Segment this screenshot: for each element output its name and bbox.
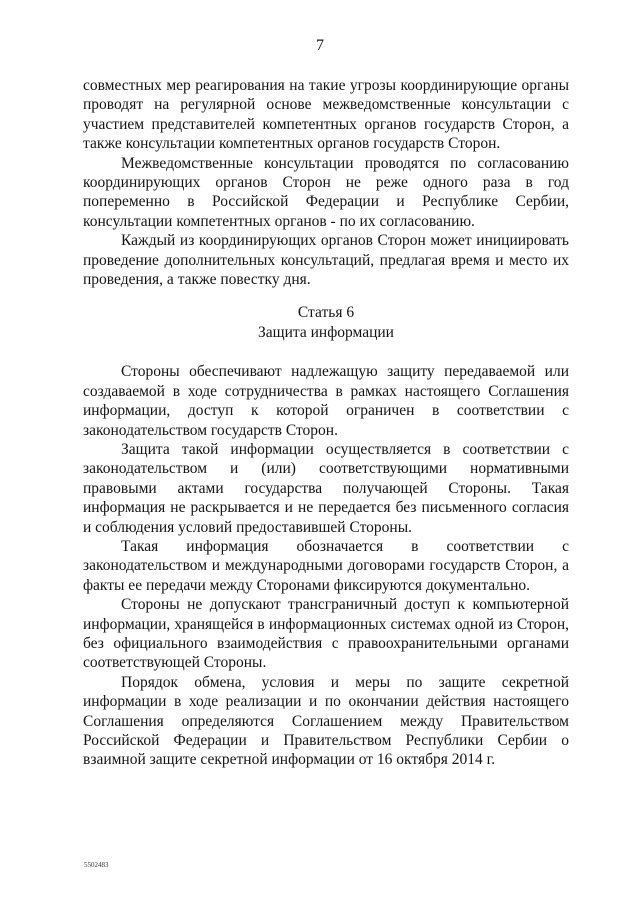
paragraph-continuation: совместных мер реагирования на такие угрозы координирующие органы проводят на регулярной основе межведомственные консультации с участием представителей компетентных органов государств Сторон, а также консультации компетентных органов государств Сторон. [83, 77, 569, 153]
paragraph: Порядок обмена, условия и меры по защите секретной информации в ходе реализации и по окончании действия настоящего Соглашения определяются Соглашением между Правительством Российской Федерации и Правительством Республики Сербии о взаимной защите секретной информации от 16 октября 2014 г. [83, 673, 569, 769]
document-id: 5502483 [84, 861, 109, 869]
page-number: 7 [316, 37, 324, 54]
paragraph: Каждый из координирующих органов Сторон может инициировать проведение дополнительных консультаций, предлагая время и место их проведения, а также повестку дня. [83, 232, 569, 289]
spacer [83, 289, 569, 303]
paragraph: Такая информация обозначается в соответствии с законодательством и международными договорами государств Сторон, а факты ее передачи между Сторонами фиксируются документально. [83, 537, 569, 594]
paragraph: Межведомственные консультации проводятся по согласованию координирующих органов Сторон не реже одного раза в год попеременно в Российской Федерации и Республике Сербии, консультации компетентных органов - по их согласованию. [83, 154, 569, 230]
paragraph: Стороны обеспечивают надлежащую защиту передаваемой или создаваемой в ходе сотрудничества в рамках настоящего Соглашения информации, доступ к которой ограничен в соответствии с законодательством государств Сторон. [83, 363, 569, 439]
article-title: Защита информации [258, 323, 394, 341]
paragraph: Защита такой информации осуществляется в соответствии с законодательством и (или) соответствующими нормативными правовыми актами государства получающей Стороны. Такая информация не раскрывается и не передается без письменного согласия и соблюдения условий предоставившей Стороны. [83, 440, 569, 536]
article-number: Статья 6 [297, 304, 355, 322]
document-body [83, 76, 569, 770]
spacer [83, 342, 569, 362]
paragraph: Стороны не допускают трансграничный доступ к компьютерной информации, хранящейся в информационных системах одной из Сторон, без официального взаимодействия с правоохранительными органами соответствующей Стороны. [83, 596, 569, 672]
